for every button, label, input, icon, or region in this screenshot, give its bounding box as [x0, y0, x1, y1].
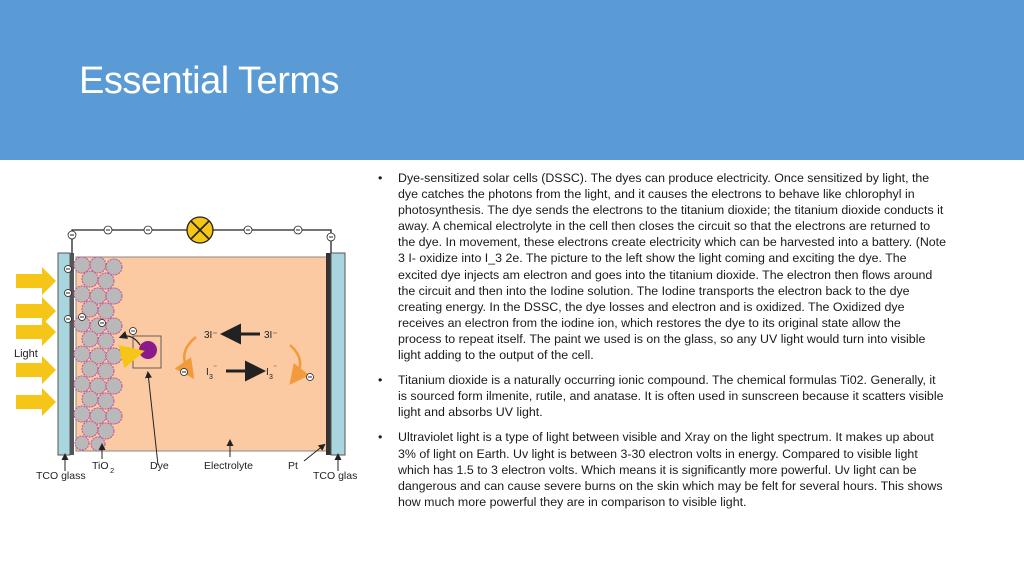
light-arrows [16, 267, 56, 416]
svg-text:3: 3 [209, 374, 213, 381]
dye-label: Dye [150, 460, 169, 472]
svg-text:⁻: ⁻ [273, 363, 278, 372]
electrolyte-label: Electrolyte [204, 460, 254, 472]
bullet-marker: • [378, 430, 383, 445]
tio2-label [92, 460, 114, 475]
light-label: Light [14, 348, 38, 360]
svg-text:3: 3 [269, 374, 273, 381]
tco-glass-left-coating [70, 253, 74, 455]
pt-label: Pt [288, 460, 298, 472]
svg-text:I: I [206, 367, 209, 378]
bullet-list [376, 170, 946, 519]
bullet-dssc [376, 170, 946, 363]
svg-text:⁻: ⁻ [213, 363, 218, 372]
tco-glass-right [331, 253, 345, 455]
bullet-marker: • [378, 171, 383, 185]
svg-text:2: 2 [110, 466, 115, 475]
svg-text:I: I [266, 367, 269, 378]
tco-glass-left-label: TCO glass [36, 470, 86, 482]
bullet-text: Titanium dioxide is a naturally occurring ionic compound. The chemical formulas Ti02. Generally, it is sourced form ilmenite, rutile, and anatase. It is often used in sunscreen because it scatters visible light and absorbs UV light. [398, 373, 944, 420]
tco-glass-right-label: TCO glas [313, 470, 358, 482]
iodide-label-right: 3I⁻ [264, 330, 278, 341]
title-banner [0, 0, 1024, 160]
svg-text:TiO: TiO [92, 460, 109, 472]
bullet-text: Ultraviolet light is a type of light between visible and Xray on the light spectrum. It makes up about 3% of light on Earth. Uv light is between 3-30 electron volts in energy. Compared to visible light which has 1.5 to 3 electron volts. Which means it is significantly more powerful. Uv light can be dangerous and can cause severe burns on the skin which may be felt for several hours. This shows how much more powerful they are in comparison to visible light. [398, 430, 943, 509]
bullet-marker: • [378, 373, 383, 388]
bullet-titanium-dioxide [376, 372, 946, 420]
platinum-layer [326, 253, 331, 455]
iodide-label-left: 3I⁻ [204, 330, 218, 341]
tco-glass-left [58, 253, 70, 455]
bullet-ultraviolet [376, 429, 946, 509]
bullet-text: Dye-sensitized solar cells (DSSC). The dyes can produce electricity. Once sensitized by light, the dye catches the photons from the light, and it causes the electrons to behave like chlorophyl in photosynthesis. The dye sends the electrons to the titanium dioxide; the titanium dioxide conducts it away. A chemical electrolyte in the cell then closes the circuit so that the electrons are returned to the dye. In movement, these electrons create electricity which can be harvested into a battery. (Note 3 I- oxidize into I_3 2e. The picture to the left show the light coming and exciting the dye. The excited dye injects am electron and goes into the titanium dioxide. The electron then flows around the circuit and then into the Iodine solution. The Iodine transports the electron back to the dye creating energy. In the DSSC, the dye losses and electron and is oxidized. The Oxidized dye receives an electron from the iodine ion, which restores the dye to its original state allow the process to repeat itself. The paint we used is on the glass, so any UV light would turn into visible light adding to the output of the cell. [398, 171, 946, 363]
slide-title: Essential Terms [79, 60, 340, 102]
dye-molecule [139, 341, 157, 359]
lamp-icon [187, 217, 213, 243]
dssc-diagram [8, 205, 360, 495]
